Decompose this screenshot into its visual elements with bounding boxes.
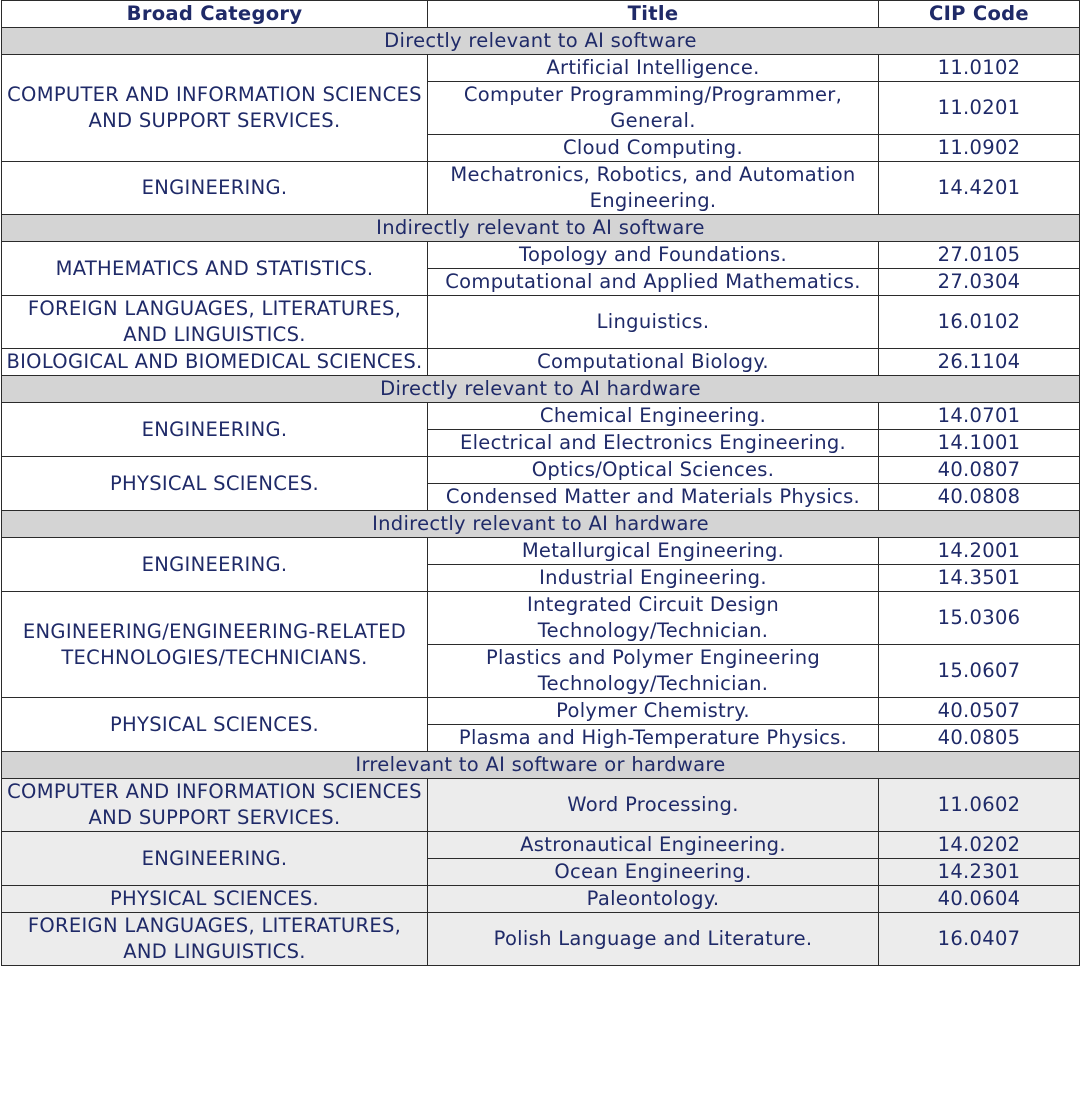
cip-code-cell: 14.2301 xyxy=(879,859,1080,886)
cip-code-cell: 15.0306 xyxy=(879,592,1080,645)
table-row xyxy=(2,538,1080,565)
title-cell: Electrical and Electronics Engineering. xyxy=(428,430,879,457)
broad-category-cell: COMPUTER AND INFORMATION SCIENCES AND SUPPORT SERVICES. xyxy=(2,55,428,162)
cip-code-cell: 16.0102 xyxy=(879,296,1080,349)
section-label: Directly relevant to AI hardware xyxy=(2,376,1080,403)
broad-category-cell: ENGINEERING. xyxy=(2,403,428,457)
title-cell: Computational Biology. xyxy=(428,349,879,376)
broad-category-cell: COMPUTER AND INFORMATION SCIENCES AND SUPPORT SERVICES. xyxy=(2,779,428,832)
title-cell: Computational and Applied Mathematics. xyxy=(428,269,879,296)
section-label: Indirectly relevant to AI software xyxy=(2,215,1080,242)
cip-code-cell: 11.0602 xyxy=(879,779,1080,832)
cip-code-cell: 40.0805 xyxy=(879,725,1080,752)
cip-code-cell: 16.0407 xyxy=(879,913,1080,966)
table-row xyxy=(2,242,1080,269)
cip-code-cell: 26.1104 xyxy=(879,349,1080,376)
table-body xyxy=(2,28,1080,966)
table-row xyxy=(2,779,1080,832)
title-cell: Word Processing. xyxy=(428,779,879,832)
table-row xyxy=(2,832,1080,859)
title-cell: Chemical Engineering. xyxy=(428,403,879,430)
broad-category-cell: FOREIGN LANGUAGES, LITERATURES, AND LINGUISTICS. xyxy=(2,913,428,966)
cip-code-cell: 27.0105 xyxy=(879,242,1080,269)
table-row xyxy=(2,55,1080,82)
broad-category-cell: ENGINEERING. xyxy=(2,162,428,215)
broad-category-cell: ENGINEERING. xyxy=(2,538,428,592)
title-cell: Astronautical Engineering. xyxy=(428,832,879,859)
header-cip-code: CIP Code xyxy=(879,1,1080,28)
table-row xyxy=(2,592,1080,645)
broad-category-cell: PHYSICAL SCIENCES. xyxy=(2,698,428,752)
table-row xyxy=(2,403,1080,430)
cip-code-cell: 14.3501 xyxy=(879,565,1080,592)
title-cell: Integrated Circuit Design Technology/Technician. xyxy=(428,592,879,645)
cip-code-table xyxy=(1,0,1080,966)
title-cell: Condensed Matter and Materials Physics. xyxy=(428,484,879,511)
title-cell: Mechatronics, Robotics, and Automation Engineering. xyxy=(428,162,879,215)
cip-code-cell: 11.0102 xyxy=(879,55,1080,82)
title-cell: Optics/Optical Sciences. xyxy=(428,457,879,484)
table-row xyxy=(2,162,1080,215)
table-row xyxy=(2,886,1080,913)
title-cell: Cloud Computing. xyxy=(428,135,879,162)
title-cell: Plasma and High-Temperature Physics. xyxy=(428,725,879,752)
table-row xyxy=(2,457,1080,484)
broad-category-cell: FOREIGN LANGUAGES, LITERATURES, AND LINGUISTICS. xyxy=(2,296,428,349)
cip-code-cell: 14.0202 xyxy=(879,832,1080,859)
table-row xyxy=(2,349,1080,376)
broad-category-cell: PHYSICAL SCIENCES. xyxy=(2,886,428,913)
broad-category-cell: BIOLOGICAL AND BIOMEDICAL SCIENCES. xyxy=(2,349,428,376)
title-cell: Ocean Engineering. xyxy=(428,859,879,886)
cip-code-cell: 14.0701 xyxy=(879,403,1080,430)
cip-code-cell: 40.0507 xyxy=(879,698,1080,725)
title-cell: Metallurgical Engineering. xyxy=(428,538,879,565)
title-cell: Plastics and Polymer Engineering Technology/Technician. xyxy=(428,645,879,698)
header-broad-category: Broad Category xyxy=(2,1,428,28)
cip-code-cell: 11.0201 xyxy=(879,82,1080,135)
table-row xyxy=(2,296,1080,349)
cip-code-cell: 40.0808 xyxy=(879,484,1080,511)
cip-code-cell: 15.0607 xyxy=(879,645,1080,698)
section-label: Directly relevant to AI software xyxy=(2,28,1080,55)
title-cell: Topology and Foundations. xyxy=(428,242,879,269)
section-row xyxy=(2,28,1080,55)
section-label: Irrelevant to AI software or hardware xyxy=(2,752,1080,779)
broad-category-cell: MATHEMATICS AND STATISTICS. xyxy=(2,242,428,296)
section-row xyxy=(2,511,1080,538)
table-row xyxy=(2,913,1080,966)
title-cell: Polish Language and Literature. xyxy=(428,913,879,966)
cip-code-cell: 14.2001 xyxy=(879,538,1080,565)
title-cell: Industrial Engineering. xyxy=(428,565,879,592)
section-label: Indirectly relevant to AI hardware xyxy=(2,511,1080,538)
broad-category-cell: ENGINEERING/ENGINEERING-RELATED TECHNOLOGIES/TECHNICIANS. xyxy=(2,592,428,698)
section-row xyxy=(2,376,1080,403)
cip-code-cell: 14.1001 xyxy=(879,430,1080,457)
section-row xyxy=(2,215,1080,242)
section-row xyxy=(2,752,1080,779)
header-row xyxy=(2,1,1080,28)
title-cell: Artificial Intelligence. xyxy=(428,55,879,82)
table-row xyxy=(2,698,1080,725)
cip-code-cell: 14.4201 xyxy=(879,162,1080,215)
title-cell: Paleontology. xyxy=(428,886,879,913)
cip-code-cell: 27.0304 xyxy=(879,269,1080,296)
cip-code-cell: 40.0807 xyxy=(879,457,1080,484)
header-title: Title xyxy=(428,1,879,28)
broad-category-cell: PHYSICAL SCIENCES. xyxy=(2,457,428,511)
title-cell: Polymer Chemistry. xyxy=(428,698,879,725)
broad-category-cell: ENGINEERING. xyxy=(2,832,428,886)
cip-code-cell: 40.0604 xyxy=(879,886,1080,913)
cip-code-cell: 11.0902 xyxy=(879,135,1080,162)
title-cell: Computer Programming/Programmer, General. xyxy=(428,82,879,135)
title-cell: Linguistics. xyxy=(428,296,879,349)
